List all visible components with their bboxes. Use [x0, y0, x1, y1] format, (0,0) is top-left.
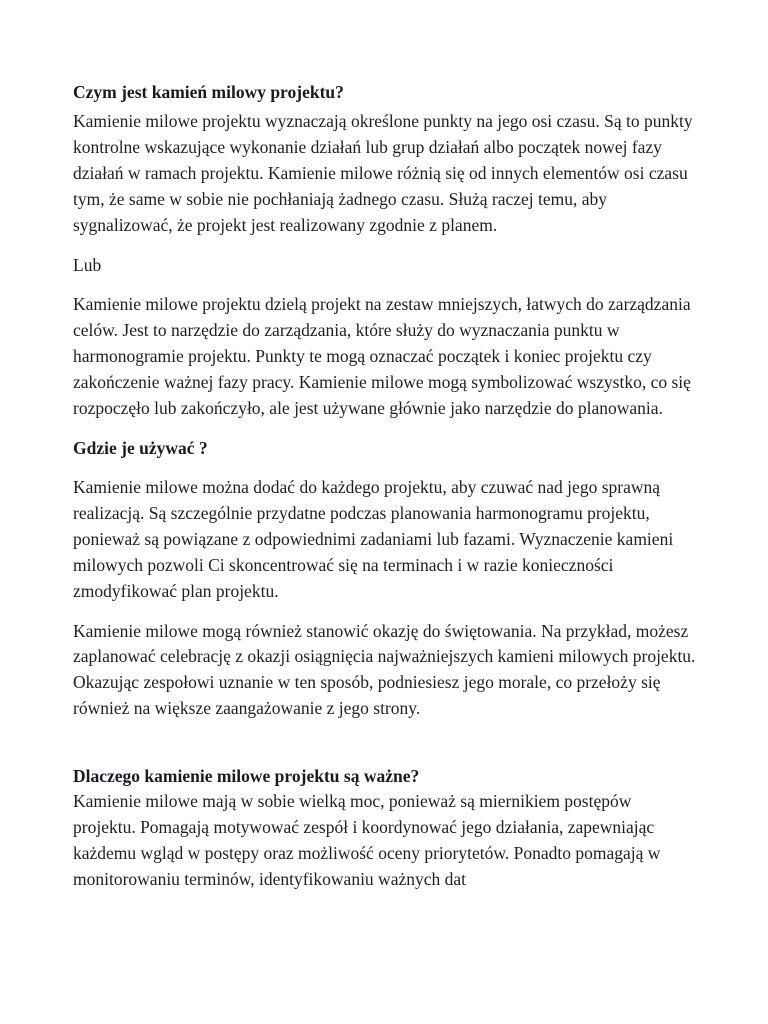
paragraph-milestone-definition: Kamienie milowe projektu wyznaczają określone punkty na jego osi czasu. Są to punkty kontrolne wskazujące wykonanie działań lub grup działań albo początek nowej fazy działań w ramach projektu. Kamienie milowe różnią się od innych elementów osi czasu tym, że same w sobie nie pochłaniają żadnego czasu. Służą raczej temu, aby sygnalizować, że projekt jest realizowany zgodnie z planem.	[73, 111, 693, 235]
paragraph-or: Lub	[73, 254, 102, 275]
paragraph-milestone-definition-alt: Kamienie milowe projektu dzielą projekt na zestaw mniejszych, łatwych do zarządzania celów. Jest to narzędzie do zarządzania, które służy do wyznaczania punktu w harmonogramie projektu. Punkty te mogą oznaczać początek i koniec projektu czy zakończenie ważnej fazy pracy. Kamienie milowe mogą symbolizować wszystko, co się rozpoczęło lub zakończyło, ale jest używane głównie jako narzędzie do planowania.	[73, 294, 691, 419]
paragraph-where-to-use: Kamienie milowe można dodać do każdego projektu, aby czuwać nad jego sprawną realizacją. Są szczególnie przydatne podczas planowania harmonogramu projektu, ponieważ są powiązane z odpowiednimi zadaniami lub fazami. Wyznaczenie kamieni milowych pozwoli Ci skoncentrować się na terminach i w razie konieczności zmodyfikować plan projektu.	[73, 476, 674, 601]
paragraph-celebration: Kamienie milowe mogą również stanowić okazję do świętowania. Na przykład, możesz zaplanować celebrację z okazji osiągnięcia najważniejszych kamieni milowych projektu. Okazując zespołowi uznanie w ten sposób, podniesiesz jego morale, co przełoży się również na większe zaangażowanie z jego strony.	[73, 620, 696, 719]
section-heading-what-is-milestone: Czym jest kamień milowy projektu?	[73, 82, 344, 102]
document-page	[73, 80, 698, 893]
section-heading-why-important: Dlaczego kamienie milowe projektu są ważne?	[73, 766, 420, 787]
section-heading-where-to-use: Gdzie je używać ?	[73, 437, 208, 458]
paragraph-why-important: Kamienie milowe mają w sobie wielką moc, ponieważ są miernikiem postępów projektu. Pomagają motywować zespół i koordynować jego działania, zapewniając każdemu wgląd w postępy oraz możliwość oceny priorytetów. Ponadto pomagają w monitorowaniu terminów, identyfikowaniu ważnych dat	[73, 791, 661, 889]
